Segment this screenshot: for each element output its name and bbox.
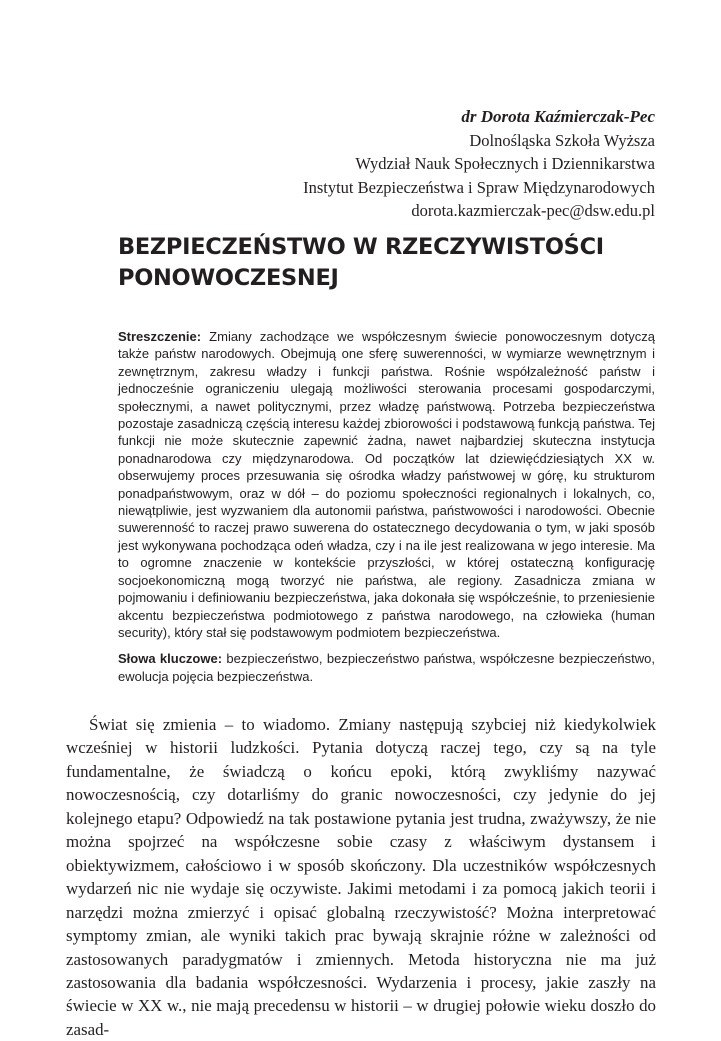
author-name: dr Dorota Kaźmierczak-Pec xyxy=(461,107,655,126)
affiliation-institute: Instytut Bezpieczeństwa i Spraw Międzynarodowych xyxy=(303,177,655,197)
abstract-paragraph xyxy=(118,328,655,641)
affiliation-university: Dolnośląska Szkoła Wyższa xyxy=(469,130,655,150)
keywords-label: Słowa kluczowe: xyxy=(118,651,223,667)
keywords-text: bezpieczeństwo, bezpieczeństwo państwa, współczesne bezpieczeństwo, ewolucja pojęcia bezpieczeństwa. xyxy=(118,651,655,684)
abstract-text: Zmiany zachodzące we współczesnym świecie ponowoczesnym dotyczą także państw narodowych. Obejmują one sferę suwerenności, w wymiarze wewnętrznym i zewnętrznym, zakresu władzy i funkcji państwa. Rośnie współzależność państw i jednocześnie ograniczeniu ulegają możliwości sterowania procesami gospodarczymi, społecznymi, a nawet politycznymi, przez władzę państwową. Potrzeba bezpieczeństwa pozostaje zasadniczą częścią interesu każdej zbiorowości i podstawową funkcją państwa. Tej funkcji nie może skutecznie zapewnić żadna, nawet najbardziej skuteczna instytucja ponadnarodowa czy międzynarodowa. Od początków lat dziewięćdziesiątych XX w. obserwujemy proces przesuwania się ośrodka władzy państwowej w górę, ku strukturom ponadpaństwowym, oraz w dół – do poziomu społeczności regionalnych i lokalnych, co, niewątpliwie, jest wyzwaniem dla autonomii państwa, państwowości i narodowości. Obecnie suwerenność to raczej prawo suwerena do ostatecznego decydowania o tym, w jaki sposób jest wykonywana pochodząca odeń władza, czy i na ile jest realizowana w jego interesie. Ma to ogromne znaczenie w kontekście przyszłości, w której ostateczną konfigurację socjoekonomiczną mogą tworzyć nie państwa, ale regiony. Zasadnicza zmiana w pojmowaniu i definiowaniu bezpieczeństwa, jaka dokonała się współcześnie, to przeniesienie akcentu bezpieczeństwa podmiotowego z państwa narodowego, na człowieka (human security), który stał się podstawowym podmiotem bezpieczeństwa. xyxy=(118,329,655,640)
abstract-label: Streszczenie: xyxy=(118,329,202,344)
body-paragraph: Świat się zmienia – to wiadomo. Zmiany następują szybciej niż kiedykolwiek wcześniej w historii ludzkości. Pytania dotyczą raczej tego, czy są na tyle fundamentalne, że świadczą o końcu epoki, którą zwykliśmy nazywać nowoczesnością, czy dotarliśmy do granic nowoczesności, czy jedynie do jej kolejnego etapu? Odpowiedź na tak postawione pytania jest trudna, zważywszy, że nie można spojrzeć na współczesne sobie czasy z właściwym dystansem i obiektywizmem, całościowo i w sposób skończony. Dla uczestników współczesnych wydarzeń nic nie wydaje się oczywiste. Jakimi metodami i za pomocą jakich teorii i narzędzi można zmierzyć i opisać globalną rzeczywistość? Można interpretować symptomy zmian, ale wyniki takich prac bywają skrajnie różne w zależności od zastosowanych paradygmatów i zmiennych. Metoda historyczna nie ma już zastosowania dla badania współczesności. Wydarzenia i procesy, jakie zaszły na świecie w XX w., nie mają precedensu w historii – w drugiej połowie wieku doszło do zasad- xyxy=(66,715,656,1039)
keywords-paragraph xyxy=(118,650,655,685)
author-email: dorota.kazmierczak-pec@dsw.edu.pl xyxy=(411,201,655,220)
article-title xyxy=(118,232,658,294)
abstract-section xyxy=(118,328,655,685)
author-block xyxy=(303,105,655,223)
article-title-line-1: BEZPIECZEŃSTWO W RZECZYWISTOŚCI xyxy=(118,234,604,260)
article-title-line-2: PONOWOCZESNEJ xyxy=(118,265,339,291)
affiliation-faculty: Wydział Nauk Społecznych i Dziennikarstwa xyxy=(355,154,655,173)
